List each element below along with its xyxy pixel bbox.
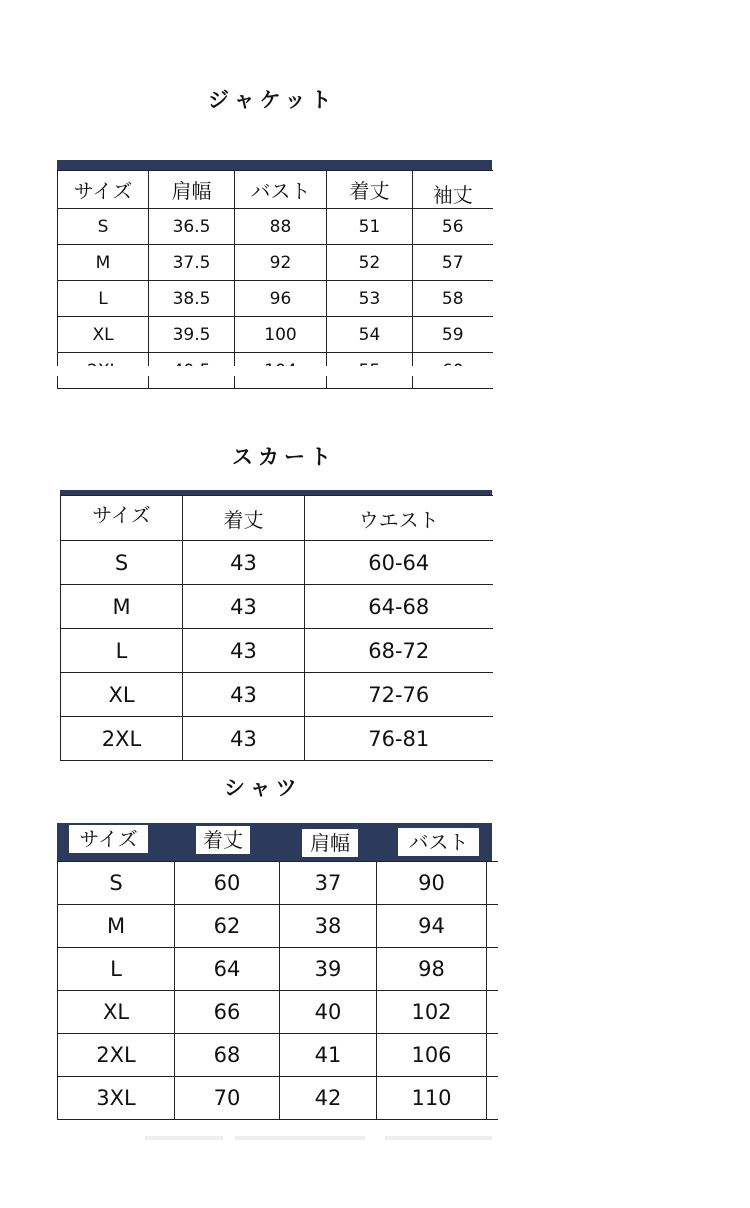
table-cell: 54 [327, 317, 413, 353]
table-cell: 76-81 [305, 717, 493, 761]
table-header-row [58, 171, 493, 209]
table-row [58, 281, 493, 317]
table-cell: 100 [235, 317, 327, 353]
table-row [58, 1034, 498, 1077]
table-cell: 60-64 [305, 541, 493, 585]
table-cell: 92 [235, 245, 327, 281]
table-row [58, 317, 493, 353]
table-cell: 66 [175, 991, 280, 1034]
table-cell: 39 [280, 948, 377, 991]
table-cell-empty [487, 948, 498, 991]
table-cell: 38 [280, 905, 377, 948]
table-cell: M [58, 245, 149, 281]
table-cell: 56 [413, 209, 493, 245]
table-cell: 102 [377, 991, 487, 1034]
table-cell: 72-76 [305, 673, 493, 717]
table-crop-edge [57, 366, 493, 376]
jacket-size-table [57, 170, 493, 389]
table-cell-empty [487, 1077, 498, 1120]
faded-divider [145, 1136, 223, 1140]
shirt-title: シャツ [224, 776, 302, 800]
table-cell: 98 [377, 948, 487, 991]
table-cell: 70 [175, 1077, 280, 1120]
table-cell: 40 [280, 991, 377, 1034]
column-header: サイズ [69, 825, 148, 853]
table-row [58, 991, 498, 1034]
column-header: 肩幅 [302, 829, 358, 857]
table-cell: 68 [175, 1034, 280, 1077]
table-cell: 96 [235, 281, 327, 317]
shirt-size-table [57, 861, 498, 1120]
table-row [58, 1077, 498, 1120]
table-cell: 41 [280, 1034, 377, 1077]
table-cell: 64 [175, 948, 280, 991]
table-cell: XL [58, 317, 149, 353]
table-cell: L [58, 948, 175, 991]
jacket-header-bar [57, 160, 492, 170]
table-cell: L [61, 629, 183, 673]
faded-divider [235, 1136, 365, 1140]
table-cell: XL [61, 673, 183, 717]
table-cell: S [58, 862, 175, 905]
table-cell: 57 [413, 245, 493, 281]
table-cell: 58 [413, 281, 493, 317]
table-cell: L [58, 281, 149, 317]
table-cell: 36.5 [149, 209, 235, 245]
table-cell: 38.5 [149, 281, 235, 317]
table-row [58, 905, 498, 948]
table-cell: 94 [377, 905, 487, 948]
faded-divider [385, 1136, 492, 1140]
table-cell: M [61, 585, 183, 629]
table-cell: 68-72 [305, 629, 493, 673]
table-cell: 3XL [58, 1077, 175, 1120]
skirt-size-table [60, 495, 493, 761]
table-row [61, 541, 493, 585]
table-cell: 37.5 [149, 245, 235, 281]
table-header-row [61, 496, 493, 541]
column-header: サイズ [58, 171, 149, 209]
table-cell: 51 [327, 209, 413, 245]
table-cell: 90 [377, 862, 487, 905]
table-cell: 39.5 [149, 317, 235, 353]
table-cell: 43 [183, 673, 305, 717]
table-cell: 64-68 [305, 585, 493, 629]
table-cell: 43 [183, 629, 305, 673]
table-row [61, 673, 493, 717]
table-cell: 43 [183, 541, 305, 585]
table-cell-empty [487, 991, 498, 1034]
table-cell-empty [487, 862, 498, 905]
table-cell: 88 [235, 209, 327, 245]
table-cell-empty [487, 905, 498, 948]
table-row [58, 862, 498, 905]
table-cell: 2XL [58, 1034, 175, 1077]
column-header: 着丈 [183, 496, 305, 541]
table-row [58, 948, 498, 991]
table-cell: 59 [413, 317, 493, 353]
column-header: サイズ [61, 496, 183, 541]
table-cell: 2XL [61, 717, 183, 761]
table-cell: M [58, 905, 175, 948]
table-cell: 60 [175, 862, 280, 905]
table-cell: 37 [280, 862, 377, 905]
table-cell: 42 [280, 1077, 377, 1120]
table-cell: S [61, 541, 183, 585]
table-row [61, 629, 493, 673]
table-cell: S [58, 209, 149, 245]
table-cell: 62 [175, 905, 280, 948]
column-header: バスト [398, 828, 479, 856]
table-cell: 43 [183, 585, 305, 629]
column-header: 袖丈 [413, 171, 493, 209]
column-header: ウエスト [305, 496, 493, 541]
table-row [58, 209, 493, 245]
table-cell: 106 [377, 1034, 487, 1077]
jacket-title: ジャケット [208, 88, 337, 112]
column-header: 着丈 [196, 826, 250, 854]
table-cell: 110 [377, 1077, 487, 1120]
table-cell: 53 [327, 281, 413, 317]
table-cell: 52 [327, 245, 413, 281]
table-cell: 43 [183, 717, 305, 761]
column-header: 着丈 [327, 171, 413, 209]
table-cell-empty [487, 1034, 498, 1077]
table-row [58, 245, 493, 281]
table-row [61, 585, 493, 629]
table-cell: XL [58, 991, 175, 1034]
column-header: 肩幅 [149, 171, 235, 209]
skirt-title: スカート [232, 445, 336, 469]
table-row [61, 717, 493, 761]
column-header: バスト [235, 171, 327, 209]
